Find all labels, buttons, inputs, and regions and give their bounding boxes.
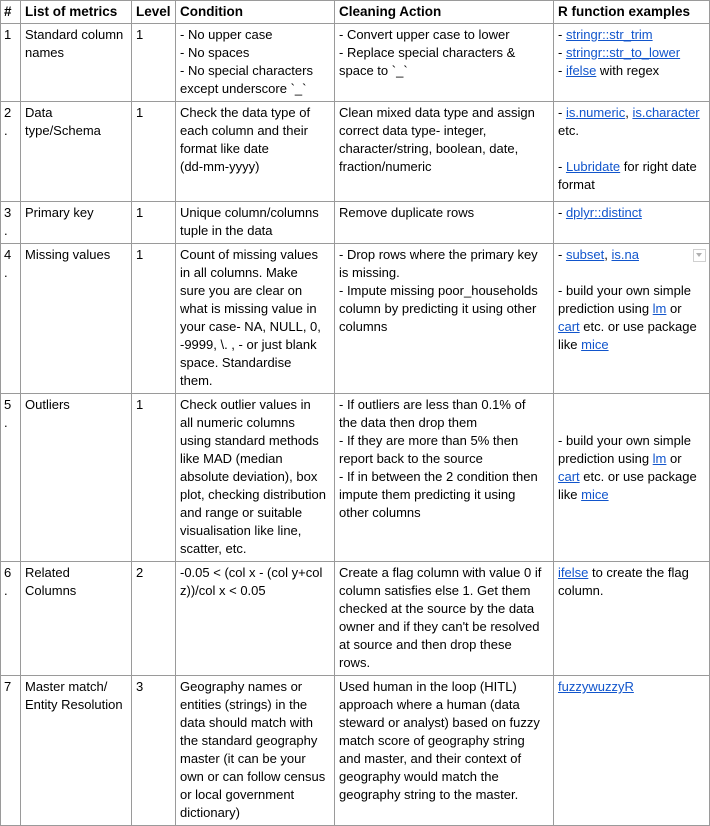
link-mice[interactable]: mice [581,337,609,352]
level-cell: 1 [132,102,176,202]
action-line: steward or analyst) based on fuzzy [339,715,540,730]
row-number-dot: . [4,415,8,430]
action-line: columns [339,319,388,334]
action-line: column by predicting it using other [339,301,537,316]
condition-line: plot, checking distribution [180,487,326,502]
metric-cell [21,244,132,394]
spacer [558,264,706,282]
row-number [1,102,21,202]
condition-line: -9999, \. , - or just blank [180,337,317,352]
r-function-line [558,336,706,354]
bullet-prefix: - [558,247,566,262]
action-line: is missing. [339,265,400,280]
link-stringr-str-trim[interactable]: stringr::str_trim [565,27,653,42]
row-number-text: 3 [4,205,12,220]
metric-line: Entity Resolution [25,697,123,712]
metric-line: Outliers [25,397,70,412]
condition-line: absolute deviation), box [180,469,318,484]
row-number-dot: . [4,583,8,598]
action-line: checked at the source by the data [339,601,535,616]
condition-line: them. [180,373,213,388]
row-number [1,676,21,826]
header-list-of-metrics: List of metrics [21,1,132,24]
condition-line: Unique column/columns [180,205,319,220]
r-function-cell [554,24,710,102]
action-cell [335,676,554,826]
condition-line: tuple in the data [180,223,273,238]
table-row [1,244,710,394]
action-line: column satisfies else 1. Get them [339,583,531,598]
metric-line: names [25,45,65,60]
r-function-text: prediction using [558,301,653,316]
header-row [1,1,710,24]
spacer [558,140,706,158]
condition-line: Check outlier values in [180,397,311,412]
condition-line: Check the data type of [180,105,311,120]
condition-line: z))/col x < 0.05 [180,583,266,598]
metric-cell [21,102,132,202]
action-cell [335,24,554,102]
action-cell [335,102,554,202]
action-line: rows. [339,655,371,670]
link-mice[interactable]: mice [581,487,609,502]
condition-line: dictionary) [180,805,240,820]
bullet-prefix: - [558,63,566,78]
action-line: - If in between the 2 condition then [339,469,538,484]
row-number-dot: . [4,123,8,138]
link-stringr-str-to-lower[interactable]: stringr::str_to_lower [565,45,681,60]
condition-cell [176,676,335,826]
condition-cell [176,202,335,244]
condition-line: (dd-mm-yyyy) [180,159,260,174]
r-function-line [558,158,706,176]
metric-line: Primary key [25,205,94,220]
table-row [1,24,710,102]
r-function-text: etc. or use package [579,469,697,484]
row-number-text: 6 [4,565,12,580]
r-function-cell [554,562,710,676]
bullet-prefix: - [558,159,566,174]
metric-cell [21,562,132,676]
action-line: - If outliers are less than 0.1% of [339,397,526,412]
row-number [1,562,21,676]
condition-cell [176,244,335,394]
action-line: at source and then drop these [339,637,512,652]
link-is-numeric[interactable]: is.numeric [565,105,626,120]
r-function-line: - build your own simple [558,433,691,448]
condition-line: master (it can be your [180,751,306,766]
r-function-cell [554,676,710,826]
spacer [558,414,706,432]
condition-line: -0.05 < (col x - (col y+col [180,565,323,580]
metric-line: Master match/ [25,679,108,694]
condition-line: visualisation like line, [180,523,302,538]
r-function-cell [554,244,710,394]
condition-line: - No spaces [180,45,250,60]
action-cell [335,202,554,244]
action-line: geography would match the [339,769,499,784]
r-function-line: - build your own simple [558,283,691,298]
bullet-prefix: - [558,45,566,60]
condition-line: or local government [180,787,295,802]
header-number: # [1,1,21,24]
row-number [1,244,21,394]
action-line: - Replace special characters & [339,45,516,60]
action-line: Clean mixed data type and assign [339,105,535,120]
action-line: owner and if they can't be resolved [339,619,540,634]
bullet-prefix: - [558,205,566,220]
action-cell [335,244,554,394]
condition-line: all numeric columns [180,415,295,430]
r-function-line [558,486,706,504]
r-function-line [558,318,706,336]
level-cell: 3 [132,676,176,826]
action-line: approach where a human (data [339,697,520,712]
condition-line: like MAD (median [180,451,283,466]
action-line: other columns [339,505,421,520]
metric-line: Columns [25,583,77,598]
r-function-line [558,104,706,122]
link-fuzzywuzzyr[interactable]: fuzzywuzzyR [558,679,634,694]
metric-cell [21,202,132,244]
r-function-text: like [558,487,582,502]
row-number-dot: . [4,265,8,280]
table-row [1,102,710,202]
action-line: match score of geography string [339,733,525,748]
condition-line: each column and their [180,123,308,138]
action-line: geography string to the master. [339,787,519,802]
r-function-cell [554,202,710,244]
action-line: - Convert upper case to lower [339,27,510,42]
r-function-line: format [558,177,595,192]
link-is-na[interactable]: is.na [611,247,639,262]
bullet-prefix: - [558,105,566,120]
r-function-text: for right date [620,159,697,174]
table-row [1,202,710,244]
condition-line: - No upper case [180,27,273,42]
r-function-text: or [666,301,682,316]
condition-line: entities (strings) in the [180,697,308,712]
metric-line: Standard column [25,27,124,42]
r-function-line [558,26,706,44]
r-function-text: with regex [596,63,660,78]
condition-line: using standard methods [180,433,319,448]
metric-cell [21,394,132,562]
condition-line: except underscore `_` [180,81,307,96]
condition-line: the standard geography [180,733,318,748]
condition-line: Count of missing values [180,247,319,262]
r-function-line [558,564,706,582]
link-ifelse[interactable]: ifelse [565,63,597,78]
r-function-line [558,450,706,468]
r-function-line [558,300,706,318]
r-function-cell [554,394,710,562]
row-number-dot: . [4,223,8,238]
header-condition: Condition [176,1,335,24]
level-cell: 1 [132,202,176,244]
condition-line: in all columns. Make [180,265,298,280]
condition-line: Geography names or [180,679,303,694]
row-number-text: 2 [4,105,12,120]
condition-line: data should match with [180,715,313,730]
action-line: Remove duplicate rows [339,205,475,220]
action-cell [335,562,554,676]
row-number-text: 1 [4,27,12,42]
link-subset[interactable]: subset [565,247,605,262]
link-cart[interactable]: cart [558,319,580,334]
condition-line: - No special characters [180,63,313,78]
header-r-function-examples: R function examples [554,1,710,24]
metric-line: Related [25,565,70,580]
action-line: - If they are more than 5% then [339,433,519,448]
metric-line: Missing values [25,247,111,262]
table-row [1,394,710,562]
level-cell: 1 [132,394,176,562]
row-number-text: 4 [4,247,12,262]
r-function-text: to create the flag [588,565,689,580]
chevron-down-icon[interactable] [693,249,706,262]
r-function-text: like [558,337,582,352]
metric-cell [21,24,132,102]
action-line: report back to the source [339,451,483,466]
condition-cell [176,394,335,562]
action-line: space to `_` [339,63,408,78]
separator: , [604,247,612,262]
action-line: fraction/numeric [339,159,432,174]
action-line: character/string, boolean, date, [339,141,519,156]
condition-line: own or can follow census [180,769,326,784]
spacer [558,396,706,414]
level-cell: 1 [132,244,176,394]
condition-line: what is missing value in [180,301,317,316]
header-cleaning-action: Cleaning Action [335,1,554,24]
separator: , [625,105,633,120]
action-cell [335,394,554,562]
row-number [1,394,21,562]
header-level: Level [132,1,176,24]
metric-line: type/Schema [25,123,101,138]
condition-cell [176,102,335,202]
action-line: Used human in the loop (HITL) [339,679,517,694]
level-cell: 2 [132,562,176,676]
condition-line: format like date [180,141,269,156]
condition-line: space. Standardise [180,355,292,370]
link-dplyr-distinct[interactable]: dplyr::distinct [565,205,642,220]
link-lubridate[interactable]: Lubridate [565,159,621,174]
action-line: the data then drop them [339,415,478,430]
action-line: - Impute missing poor_households [339,283,538,298]
r-function-line [558,468,706,486]
bullet-prefix: - [558,27,566,42]
r-function-text: etc. or use package [579,319,697,334]
link-lm[interactable]: lm [652,301,667,316]
condition-line: your case- NA, NULL, 0, [180,319,321,334]
row-number [1,24,21,102]
table-row [1,562,710,676]
action-line: Create a flag column with value 0 if [339,565,542,580]
r-function-line [558,62,706,80]
link-lm[interactable]: lm [652,451,667,466]
link-ifelse[interactable]: ifelse [558,565,589,580]
row-number-text: 5 [4,397,12,412]
r-function-text: prediction using [558,451,653,466]
r-function-line [558,246,706,264]
condition-line: and range or suitable [180,505,303,520]
condition-cell [176,562,335,676]
level-cell: 1 [132,24,176,102]
r-function-line: column. [558,583,604,598]
r-function-line [558,44,706,62]
link-cart[interactable]: cart [558,469,580,484]
condition-line: scatter, etc. [180,541,247,556]
action-line: correct data type- integer, [339,123,487,138]
metric-cell [21,676,132,826]
action-line: and master, and their context of [339,751,522,766]
r-function-cell [554,102,710,202]
action-line: impute them predicting it using [339,487,516,502]
row-number [1,202,21,244]
r-function-text: or [666,451,682,466]
condition-line: sure you are clear on [180,283,303,298]
metric-line: Data [25,105,53,120]
condition-cell [176,24,335,102]
table-row [1,676,710,826]
link-is-character[interactable]: is.character [632,105,700,120]
action-line: - Drop rows where the primary key [339,247,538,262]
r-function-line [558,678,706,696]
r-function-line [558,204,706,222]
row-number-text: 7 [4,679,12,694]
r-function-line: etc. [558,123,579,138]
